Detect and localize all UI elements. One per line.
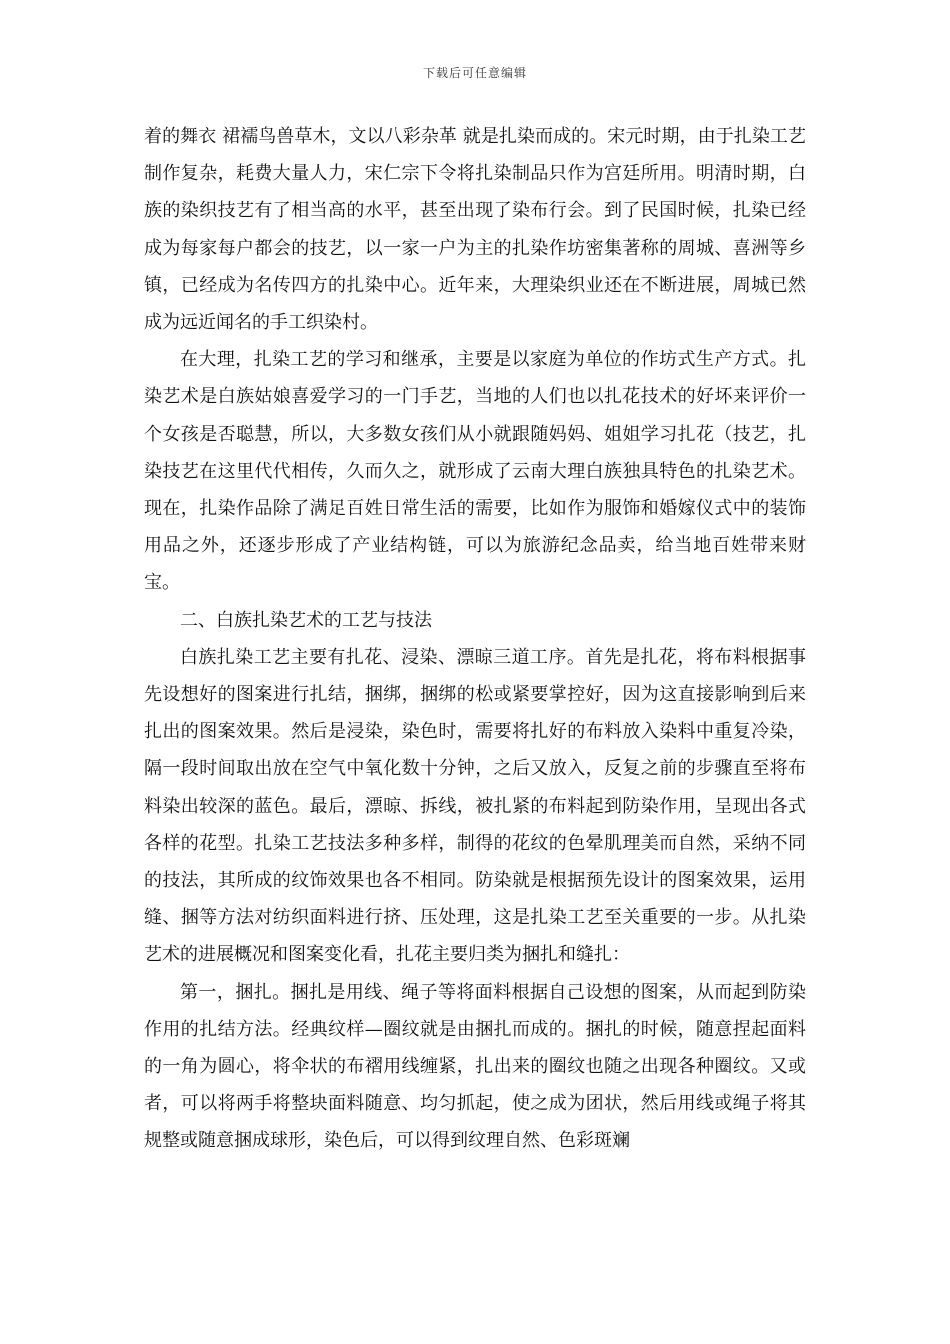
page-header: 下载后可任意编辑 bbox=[422, 66, 527, 80]
paragraph-inheritance: 在大理，扎染工艺的学习和继承，主要是以家庭为单位的作坊式生产方式。扎染艺术是白族姑娘喜爱学习的一门手艺，当地的人们也以扎花技术的好坏来评价一个女孩是否聪慧，所以，大多数女孩们从小就跟随妈妈、姐姐学习扎花（技艺，扎染技艺在这里代代相传，久而久之，就形成了云南大理白族独具特色的扎染艺术。现在，扎染作品除了满足百姓日常生活的需要，比如作为服饰和婚嫁仪式中的装饰用品之外，还逐步形成了产业结构链，可以为旅游纪念品卖，给当地百姓带来财宝。 bbox=[144, 349, 806, 594]
document-body bbox=[144, 118, 806, 1160]
paragraph-binding: 第一，捆扎。捆扎是用线、绳子等将面料根据自己设想的图案，从而起到防染作用的扎结方法。经典纹样—圈纹就是由捆扎而成的。捆扎的时候，随意捏起面料的一角为圆心，将伞状的布褶用线缠紧，扎出来的圈纹也随之出现各种圈纹。又或者，可以将两手将整块面料随意、均匀抓起，使之成为团状，然后用线或绳子将其规整或随意捆成球形，染色后，可以得到纹理自然、色彩斑斓 bbox=[144, 981, 806, 1152]
paragraph-history-continuation: 着的舞衣 裙襦鸟兽草木，文以八彩杂革 就是扎染而成的。宋元时期，由于扎染工艺制作复杂，耗费大量人力，宋仁宗下令将扎染制品只作为宫廷所用。明清时期，白族的染织技艺有了相当高的水平，甚至出现了染布行会。到了民国时候，扎染已经成为每家每户都会的技艺，以一家一户为主的扎染作坊密集著称的周城、喜洲等乡镇，已经成为名传四方的扎染中心。近年来，大理染织业还在不断进展，周城已然成为远近闻名的手工织染村。 bbox=[144, 126, 806, 334]
paragraph-techniques: 白族扎染工艺主要有扎花、浸染、漂晾三道工序。首先是扎花，将布料根据事先设想好的图案进行扎结，捆绑，捆绑的松或紧要掌控好，因为这直接影响到后来扎出的图案效果。然后是浸染，染色时，需要将扎好的布料放入染料中重复冷染，隔一段时间取出放在空气中氧化数十分钟，之后又放入，反复之前的步骤直至将布料染出较深的蓝色。最后，漂晾、拆线，被扎紧的布料起到防染作用，呈现出各式各样的花型。扎染工艺技法多种多样，制得的花纹的色晕肌理美而自然，采纳不同的技法，其所成的纹饰效果也各不相同。防染就是根据预先设计的图案效果，运用缝、捆等方法对纺织面料进行挤、压处理，这是扎染工艺至关重要的一步。从扎染艺术的进展概况和图案变化看，扎花主要归类为捆扎和缝扎： bbox=[144, 646, 806, 966]
section-heading: 二、白族扎染艺术的工艺与技法 bbox=[180, 609, 432, 631]
